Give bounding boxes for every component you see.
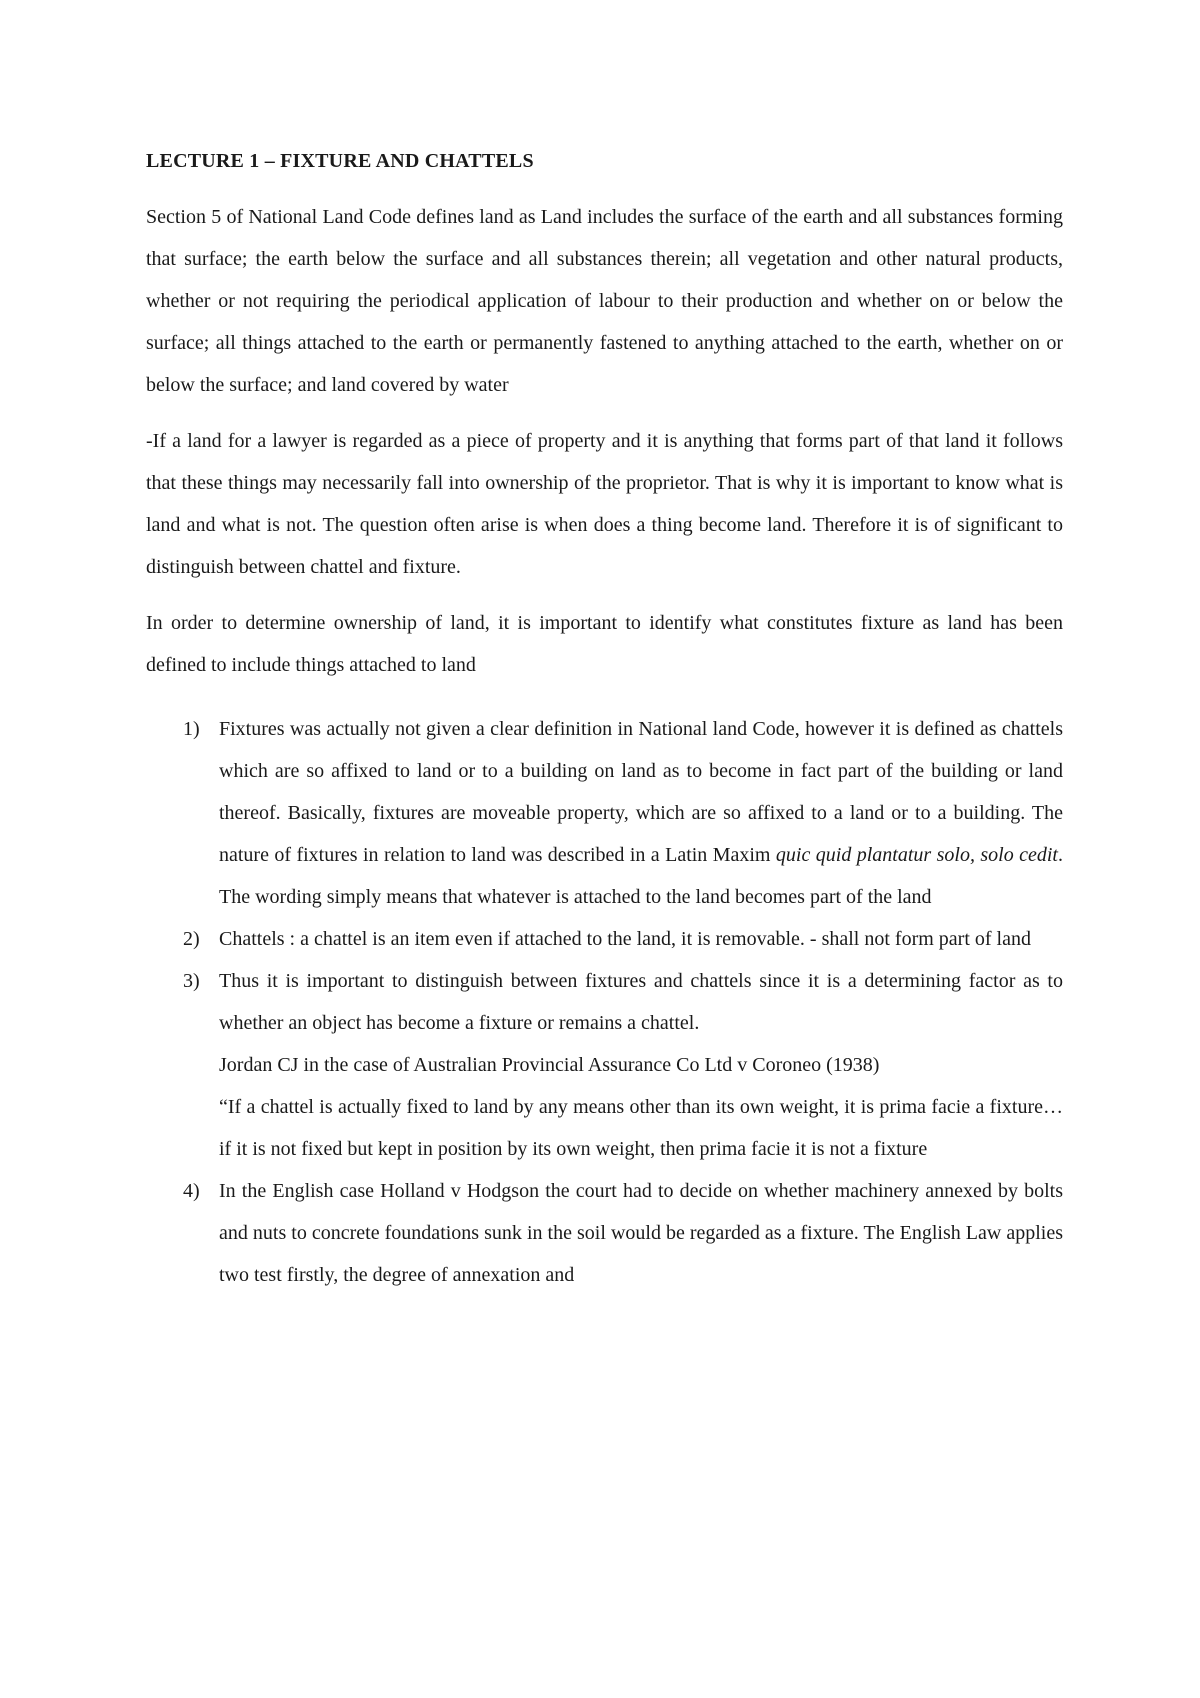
paragraph-land-property: -If a land for a lawyer is regarded as a piece of property and it is anything that forms part of that land it follows that these things may necessarily fall into ownership of the proprietor. That is why it is important to know what is land and what is not. The question often arise is when does a thing become land. Therefore it is of significant to distinguish between chattel and fixture. [146, 430, 1063, 578]
document-page [146, 146, 1063, 1296]
list-number: 3) [183, 970, 200, 992]
list-item-text: Fixtures was actually not given a clear definition in National land Code, however it is defined as chattels which are so affixed to land or to a building on land as to become in fact part of the building or land thereof. Basically, fixtures are moveable property, which are so affixed to a land or to a building. The nature of fixtures in relation to land was described in a Latin Maxim [219, 718, 1063, 866]
list-item-fixtures [146, 708, 1063, 918]
list-number: 4) [183, 1180, 200, 1202]
list-item-text: In the English case Holland v Hodgson the court had to decide on whether machinery annexed by bolts and nuts to concrete foundations sunk in the soil would be regarded as a fixture. The English Law applies two test firstly, the degree of annexation and [219, 1180, 1063, 1286]
list-item-chattels [146, 918, 1063, 960]
list-item-text: Thus it is important to distinguish between fixtures and chattels since it is a determining factor as to whether an object has become a fixture or remains a chattel. [219, 970, 1063, 1034]
paragraph-ownership: In order to determine ownership of land, it is important to identify what constitutes fixture as land has been defined to include things attached to land [146, 612, 1063, 676]
latin-maxim: quic quid plantatur solo, solo cedit [775, 844, 1058, 866]
case-citation: Jordan CJ in the case of Australian Provincial Assurance Co Ltd v Coroneo (1938) [219, 1054, 880, 1076]
list-item-distinguish [146, 960, 1063, 1170]
lecture-title: LECTURE 1 – FIXTURE AND CHATTELS [146, 150, 534, 172]
list-number: 2) [183, 928, 200, 950]
list-number: 1) [183, 718, 200, 740]
case-quote: “If a chattel is actually fixed to land by any means other than its own weight, it is prima facie a fixture…if it is not fixed but kept in position by its own weight, then prima facie it is not a fixture [219, 1096, 1063, 1160]
list-item-english-case [146, 1170, 1063, 1296]
numbered-list [146, 708, 1063, 1296]
list-item-text: Chattels : a chattel is an item even if attached to the land, it is removable. - shall not form part of land [219, 928, 1031, 950]
paragraph-land-definition: Section 5 of National Land Code defines land as Land includes the surface of the earth and all substances forming that surface; the earth below the surface and all substances therein; all vegetation and other natural products, whether or not requiring the periodical application of labour to their production and whether on or below the surface; all things attached to the earth or permanently fastened to anything attached to the earth, whether on or below the surface; and land covered by water [146, 206, 1063, 396]
list-item-text-after: . The wording simply means that whatever is attached to the land becomes part of the land [219, 844, 1063, 908]
